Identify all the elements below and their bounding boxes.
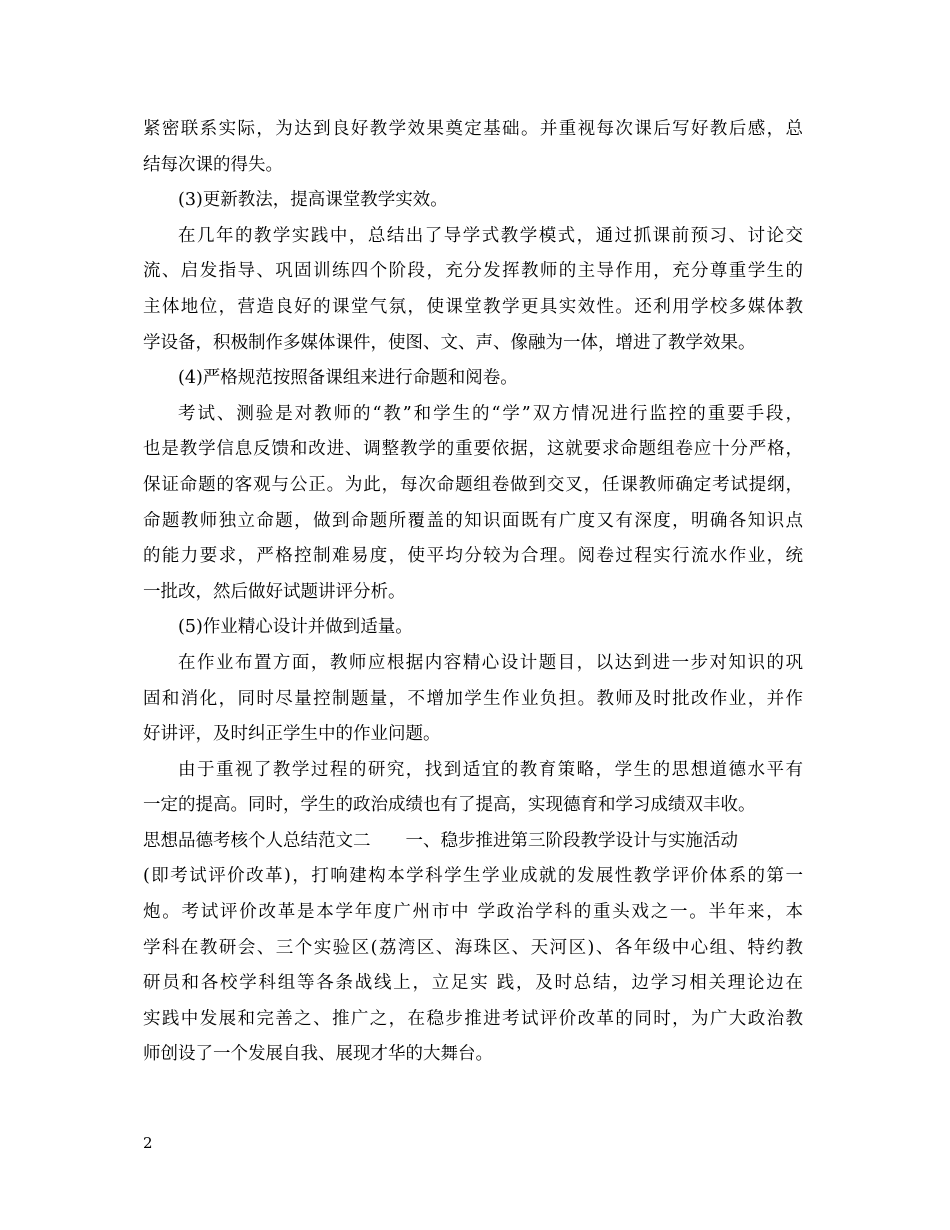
text-line: 思想品德考核个人总结范文二 一、稳步推进第三阶段教学设计与实施活动 — [143, 830, 738, 851]
text-line: 一批改，然后做好试题讲评分析。 — [143, 581, 406, 602]
text-line: 由于重视了教学过程的研究，找到适宜的教育策略，学生的思想道德水平有 — [178, 759, 803, 780]
text-line: 固和消化，同时尽量控制题量，不增加学生作业负担。教师及时批改作业，并作 — [143, 688, 803, 709]
text-line: 保证命题的客观与公正。为此，每次命题组卷做到交叉，任课教师确定考试提纲， — [143, 474, 803, 495]
text-line: 紧密联系实际，为达到良好教学效果奠定基础。并重视每次课后写好教后感，总 — [143, 119, 803, 139]
text-line: 考试、测验是对教师的“教”和学生的“学”双方情况进行监控的重要手段， — [178, 403, 803, 424]
page-number: 2 — [143, 1134, 153, 1152]
text-line: 师创设了一个发展自我、展现才华的大舞台。 — [143, 1044, 493, 1065]
text-line: 在几年的教学实践中，总结出了导学式教学模式，通过抓课前预习、讨论交 — [178, 225, 803, 246]
text-line: 也是教学信息反馈和改进、调整教学的重要依据，这就要求命题组卷应十分严格， — [143, 439, 803, 460]
text-line: 在作业布置方面，教师应根据内容精心设计题目，以达到进一步对知识的巩 — [178, 652, 803, 673]
text-line: 一定的提高。同时，学生的政治成绩也有了提高，实现德育和学习成绩双丰收。 — [143, 795, 756, 816]
text-line: 流、启发指导、巩固训练四个阶段，充分发挥教师的主导作用，充分尊重学生的 — [143, 261, 803, 282]
text-line: 的能力要求，严格控制难易度，使平均分较为合理。阅卷过程实行流水作业，统 — [143, 546, 803, 567]
text-line: 结每次课的得失。 — [143, 154, 283, 175]
text-line: 好讲评，及时纠正学生中的作业问题。 — [143, 724, 441, 745]
text-line: 实践中发展和完善之、推广之，在稳步推进考试评价改革的同时，为广大政治教 — [143, 1008, 803, 1029]
text-line: (即考试评价改革)，打响建构本学科学生学业成就的发展性教学评价体系的第一 — [143, 866, 803, 887]
text-line: 研员和各校学科组等各条战线上，立足实 践，及时总结，边学习相关理论边在 — [143, 973, 803, 994]
body-text — [143, 112, 803, 1073]
text-line: 主体地位，营造良好的课堂气氛，使课堂教学更具实效性。还利用学校多媒体教 — [143, 296, 803, 317]
text-line: 命题教师独立命题，做到命题所覆盖的知识面既有广度又有深度，明确各知识点 — [143, 510, 803, 531]
section-heading: (5)作业精心设计并做到适量。 — [178, 617, 413, 638]
text-line: 炮。考试评价改革是本学年度广州市中 学政治学科的重头戏之一。半年来，本 — [143, 902, 803, 923]
text-line: 学科在教研会、三个实验区(荔湾区、海珠区、天河区)、各年级中心组、特约教 — [143, 937, 803, 958]
section-heading: (3)更新教法，提高课堂教学实效。 — [178, 190, 448, 211]
section-heading: (4)严格规范按照备课组来进行命题和阅卷。 — [178, 368, 518, 389]
text-line: 学设备，积极制作多媒体课件，使图、文、声、像融为一体，增进了教学效果。 — [143, 332, 756, 353]
